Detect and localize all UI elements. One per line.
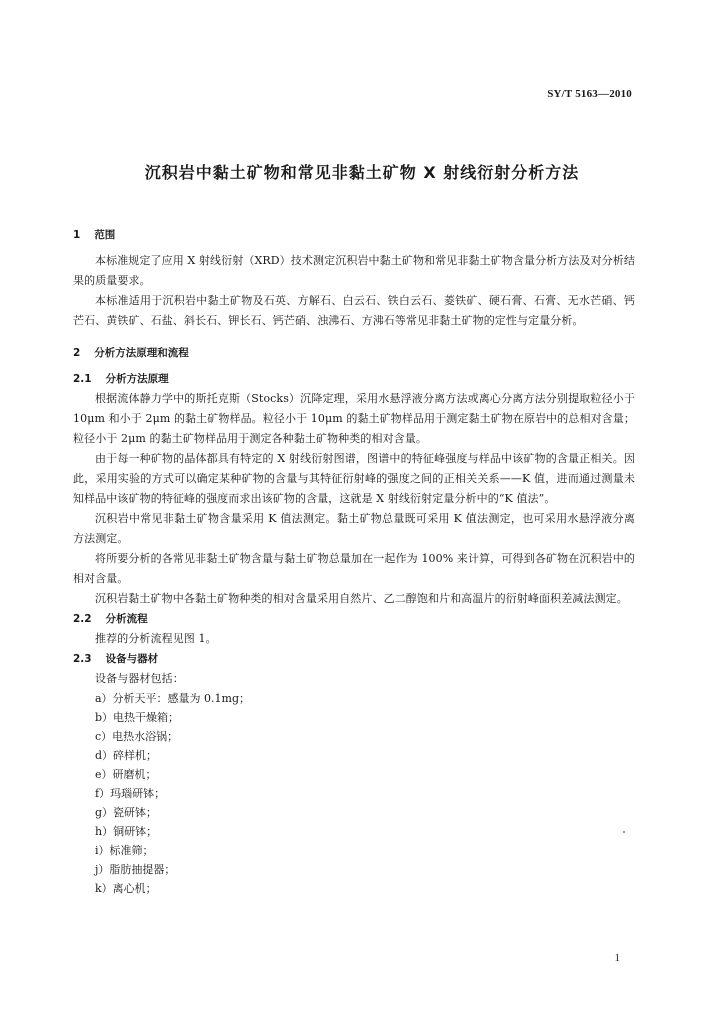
paragraph: 推荐的分析流程见图 1。 — [95, 632, 217, 645]
section-number: 1 — [73, 229, 81, 241]
document-body — [73, 225, 635, 898]
paragraph: 本标准适用于沉积岩中黏土矿物及石英、方解石、白云石、铁白云石、菱铁矿、硬石膏、石膏、无水芒硝、钙芒石、黄铁矿、石盐、斜长石、钾长石、钙芒硝、浊沸石、方沸石等常见非黏土矿物的定性与定量分析。 — [73, 294, 635, 327]
list-item: g）瓷研钵； — [95, 806, 158, 819]
section-2-1-heading — [73, 369, 635, 389]
document-title: 沉积岩中黏土矿物和常见非黏土矿物 X 射线衍射分析方法 — [144, 163, 580, 182]
paragraph: 本标准规定了应用 X 射线衍射（XRD）技术测定沉积岩中黏土矿物和常见非黏土矿物含量分析方法及对分析结果的质量要求。 — [73, 254, 635, 287]
paragraph: 沉积岩中常见非黏土矿物含量采用 K 值法测定。黏土矿物总量既可采用 K 值法测定，也可采用水悬浮液分离方法测定。 — [73, 512, 635, 545]
equipment-list — [73, 689, 635, 898]
paragraph: 根据流体静力学中的斯托克斯（Stocks）沉降定理，采用水悬浮液分离方法或离心分离方法分别提取粒径小于 10μm 和小于 2μm 的黏土矿物样品。粒径小于 10μm 的黏土矿物样品用于测定黏土矿物在原岩中的总相对含量；粒径小于 2μm 的黏土矿物样品用于测定各种黏土矿物种类的相对含量。 — [73, 392, 635, 445]
list-item: c）电热水浴锅； — [95, 730, 179, 743]
list-item: a）分析天平：感量为 0.1mg； — [95, 692, 251, 705]
paragraph: 由于每一种矿物的晶体都具有特定的 X 射线衍射图谱，图谱中的特征峰强度与样品中该矿物的含量正相关。因此，采用实验的方式可以确定某种矿物的含量与其特征衍射峰的强度之间的正相关关系——K 值，进而通过测量未知样品中该矿物的特征峰的强度而求出该矿物的含量，这就是 X 射线衍射定量分析中的“K 值法”。 — [73, 452, 635, 505]
list-item: d）碎样机； — [95, 749, 158, 762]
section-1-heading — [73, 225, 635, 245]
list-item: f）玛瑙研钵； — [95, 787, 166, 800]
section-number: 2.2 — [73, 613, 92, 625]
section-title: 设备与器材 — [105, 653, 159, 665]
list-intro: 设备与器材包括： — [95, 672, 184, 685]
paragraph: 将所要分析的各常见非黏土矿物含量与黏土矿物总量加在一起作为 100% 来计算，可得到各矿物在沉积岩中的相对含量。 — [73, 552, 635, 585]
list-item: j）脂肪抽提器； — [95, 863, 176, 876]
page-number: 1 — [614, 952, 620, 964]
section-number: 2 — [73, 347, 81, 359]
section-number: 2.1 — [73, 373, 92, 385]
paragraph: 沉积岩黏土矿物中各黏土矿物种类的相对含量采用自然片、乙二醇饱和片和高温片的衍射峰面积差减法测定。 — [95, 592, 628, 605]
section-title: 分析流程 — [105, 613, 148, 625]
section-number: 2.3 — [73, 653, 92, 665]
section-title: 分析方法原理 — [105, 373, 169, 385]
scan-speck — [623, 831, 625, 833]
list-item: h）铜研钵； — [95, 825, 158, 838]
section-title: 范围 — [94, 229, 116, 241]
section-2-2-heading — [73, 609, 635, 629]
section-title: 分析方法原理和流程 — [94, 347, 189, 359]
section-2-heading — [73, 343, 635, 363]
list-item: k）离心机； — [95, 882, 157, 895]
list-item: i）标准筛； — [95, 844, 154, 857]
list-item: b）电热干燥箱； — [95, 711, 180, 724]
standard-code: SY/T 5163—2010 — [547, 88, 632, 100]
section-2-3-heading — [73, 649, 635, 669]
list-item: e）研磨机； — [95, 768, 157, 781]
